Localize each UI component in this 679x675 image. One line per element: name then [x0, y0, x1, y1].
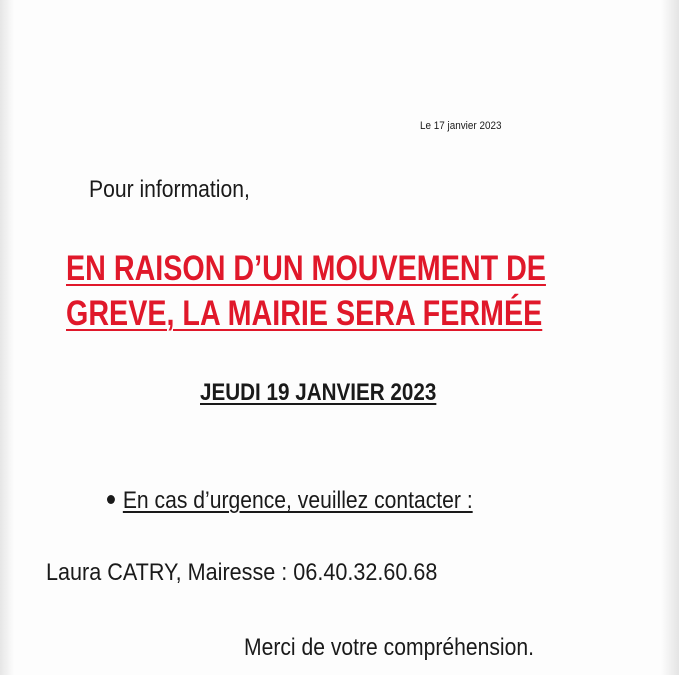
urgency-line — [107, 487, 473, 515]
bullet-dot-icon — [107, 495, 115, 504]
page-edge-right — [661, 0, 679, 675]
headline — [66, 246, 546, 336]
urgency-text: En cas d’urgence, veuillez contacter : — [122, 487, 473, 514]
headline-line-1: EN RAISON D’UN MOUVEMENT DE — [66, 249, 546, 288]
intro-text: Pour information, — [89, 176, 250, 203]
headline-line-2: GREVE, LA MAIRIE SERA FERMÉE — [66, 294, 543, 333]
thanks-line: Merci de votre compréhension. — [244, 634, 534, 661]
contact-line: Laura CATRY, Mairesse : 06.40.32.60.68 — [46, 559, 438, 586]
notice-date: Le 17 janvier 2023 — [420, 120, 502, 132]
closure-date: JEUDI 19 JANVIER 2023 — [200, 379, 437, 406]
page-edge-left — [0, 0, 14, 675]
